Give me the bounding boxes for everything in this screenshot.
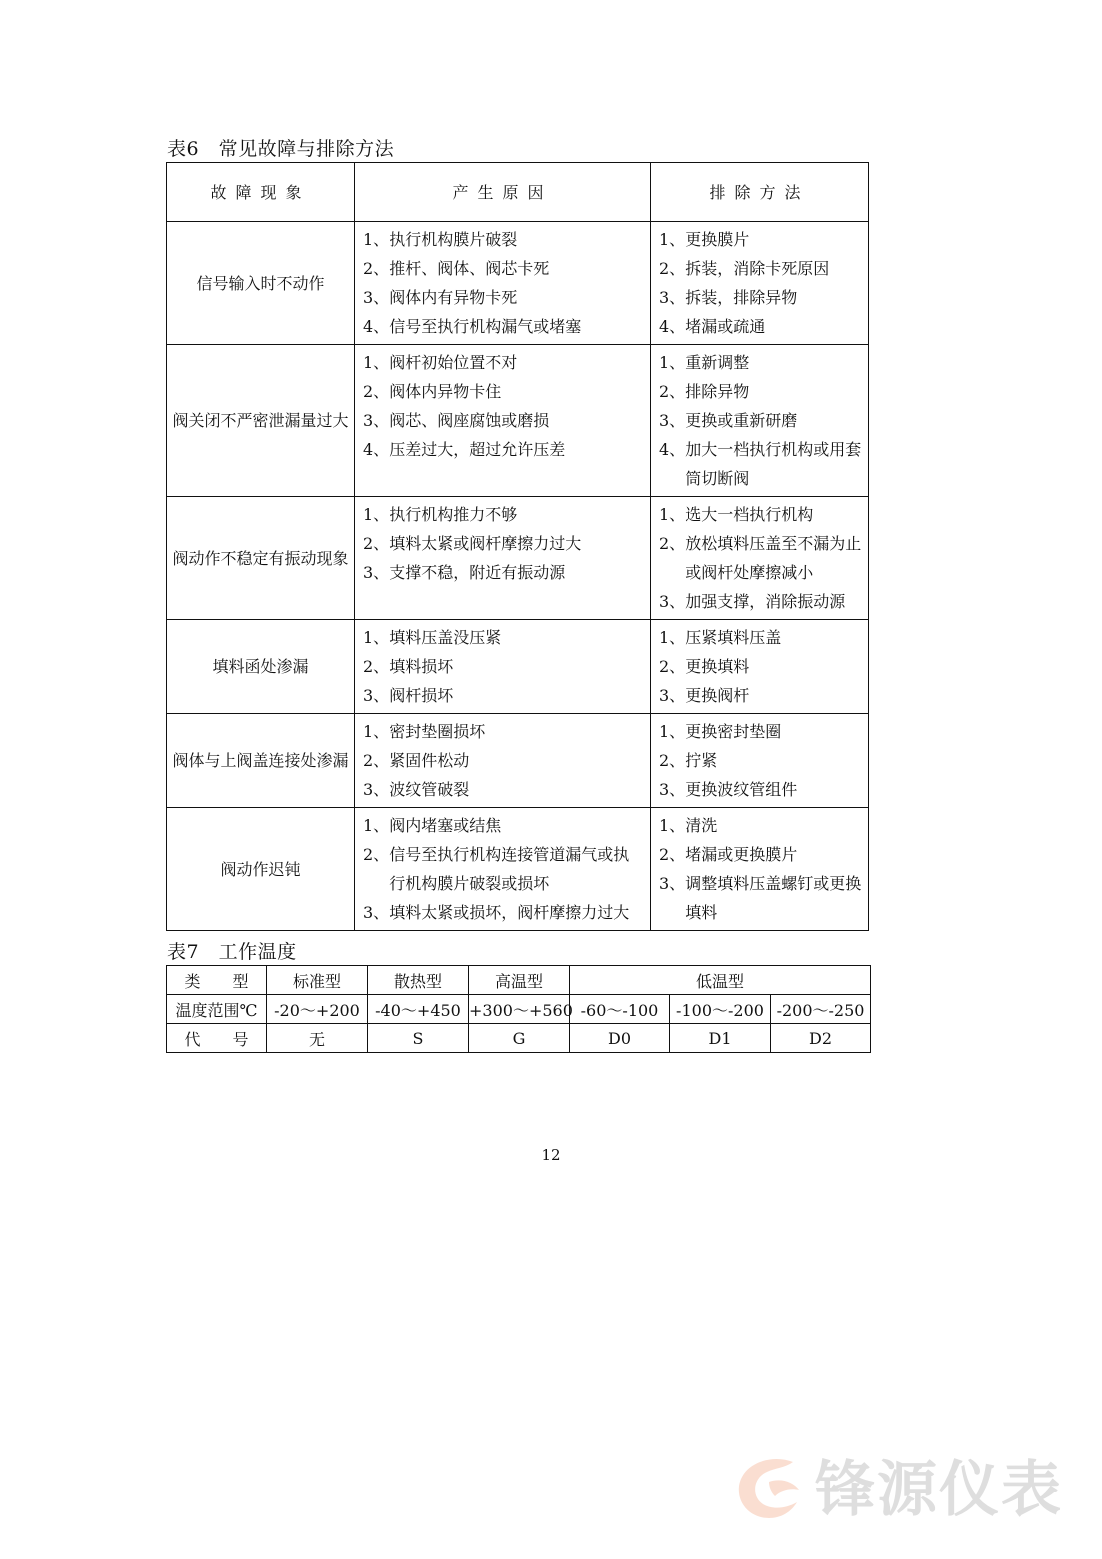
item-number: 3、 — [659, 288, 686, 307]
item-text: 阀体内有异物卡死 — [389, 288, 518, 307]
item-number: 4、 — [659, 440, 686, 459]
remedy-item — [659, 623, 862, 652]
cause-item — [363, 377, 644, 406]
item-number: 3、 — [363, 780, 390, 799]
item-text: 填料太紧或阀杆摩擦力过大 — [389, 534, 582, 553]
item-text: 压紧填料压盖 — [685, 628, 782, 647]
item-text: 填料太紧或损坏，阀杆摩擦力过大 — [389, 903, 630, 922]
item-number: 3、 — [659, 592, 686, 611]
range-value: -60～-100 — [570, 995, 670, 1024]
item-number: 2、 — [363, 259, 390, 278]
item-number: 2、 — [363, 751, 390, 770]
cause-item — [363, 348, 644, 377]
range-value: -40～+450 — [368, 995, 469, 1024]
remedy-item — [659, 717, 862, 746]
code-value: D1 — [670, 1024, 771, 1053]
cause-item — [363, 225, 644, 254]
fault-symptom: 阀动作不稳定有振动现象 — [167, 497, 355, 620]
remedy-item — [659, 869, 862, 927]
table7-caption: 表7 工作温度 — [167, 941, 297, 963]
fault-cause-list — [355, 714, 651, 808]
remedy-item — [659, 225, 862, 254]
item-text: 更换波纹管组件 — [685, 780, 798, 799]
cause-item — [363, 775, 644, 804]
remedy-item — [659, 529, 862, 587]
item-number: 3、 — [659, 780, 686, 799]
item-number: 1、 — [659, 722, 686, 741]
range-value: -100～-200 — [670, 995, 771, 1024]
fault-cause-list — [355, 345, 651, 497]
item-number: 3、 — [363, 411, 390, 430]
item-text: 填料压盖没压紧 — [389, 628, 502, 647]
code-value: 无 — [267, 1024, 368, 1053]
item-number: 1、 — [363, 722, 390, 741]
remedy-item — [659, 312, 862, 341]
fault-remedy-list — [651, 808, 869, 931]
remedy-item — [659, 775, 862, 804]
fault-cause-list — [355, 222, 651, 345]
item-text: 阀杆损坏 — [389, 686, 454, 705]
code-value: G — [469, 1024, 570, 1053]
fault-table-row — [167, 620, 869, 714]
item-number: 1、 — [363, 628, 390, 647]
item-text: 选大一档执行机构 — [685, 505, 814, 524]
item-text: 拆装，排除异物 — [685, 288, 798, 307]
item-number: 2、 — [659, 845, 686, 864]
temperature-code-row — [167, 1024, 871, 1053]
cause-item — [363, 406, 644, 435]
item-text: 紧固件松动 — [389, 751, 470, 770]
remedy-item — [659, 500, 862, 529]
item-number: 2、 — [659, 259, 686, 278]
fault-cause-list — [355, 808, 651, 931]
item-text: 更换或重新研磨 — [685, 411, 798, 430]
item-text: 重新调整 — [685, 353, 750, 372]
cause-item — [363, 312, 644, 341]
fault-remedy-list — [651, 620, 869, 714]
type-heat-dissipation: 散热型 — [368, 966, 469, 995]
item-number: 1、 — [659, 505, 686, 524]
item-text: 填料损坏 — [389, 657, 454, 676]
item-text: 更换填料 — [685, 657, 750, 676]
fault-cause-list — [355, 497, 651, 620]
fault-table-row — [167, 497, 869, 620]
item-text: 执行机构推力不够 — [389, 505, 518, 524]
item-text: 拆装，消除卡死原因 — [685, 259, 830, 278]
header-symptom: 故障现象 — [167, 163, 355, 222]
fault-remedy-list — [651, 714, 869, 808]
item-text: 阀芯、阀座腐蚀或磨损 — [389, 411, 550, 430]
item-text: 更换阀杆 — [685, 686, 750, 705]
fault-table-row — [167, 222, 869, 345]
fault-symptom: 阀关闭不严密泄漏量过大 — [167, 345, 355, 497]
range-label: 温度范围℃ — [167, 995, 267, 1024]
item-text: 堵漏或疏通 — [685, 317, 766, 336]
table6-caption: 表6 常见故障与排除方法 — [167, 138, 395, 160]
item-number: 1、 — [659, 353, 686, 372]
item-number: 2、 — [659, 534, 686, 553]
remedy-item — [659, 406, 862, 435]
type-label: 类 型 — [167, 966, 267, 995]
cause-item — [363, 529, 644, 558]
item-text: 推杆、阀体、阀芯卡死 — [389, 259, 550, 278]
remedy-item — [659, 811, 862, 840]
item-text: 排除异物 — [685, 382, 750, 401]
header-remedy: 排除方法 — [651, 163, 869, 222]
item-number: 2、 — [363, 534, 390, 553]
cause-item — [363, 254, 644, 283]
item-number: 2、 — [659, 657, 686, 676]
item-number: 1、 — [659, 628, 686, 647]
remedy-item — [659, 254, 862, 283]
item-text: 调整填料压盖螺钉或更换填料 — [685, 874, 862, 922]
item-number: 1、 — [363, 353, 390, 372]
remedy-item — [659, 746, 862, 775]
item-text: 密封垫圈损坏 — [389, 722, 486, 741]
item-number: 3、 — [363, 288, 390, 307]
fault-table-header-row — [167, 163, 869, 222]
item-number: 4、 — [363, 440, 390, 459]
item-text: 阀体内异物卡住 — [389, 382, 502, 401]
fault-symptom: 填料函处渗漏 — [167, 620, 355, 714]
item-text: 波纹管破裂 — [389, 780, 470, 799]
item-text: 更换膜片 — [685, 230, 750, 249]
item-text: 加大一档执行机构或用套筒切断阀 — [685, 440, 862, 488]
item-number: 3、 — [659, 686, 686, 705]
type-high-temp: 高温型 — [469, 966, 570, 995]
remedy-item — [659, 348, 862, 377]
cause-item — [363, 898, 644, 927]
range-value: -200～-250 — [771, 995, 871, 1024]
remedy-item — [659, 283, 862, 312]
fault-table-row — [167, 808, 869, 931]
cause-item — [363, 435, 644, 464]
item-number: 2、 — [659, 751, 686, 770]
item-number: 3、 — [363, 686, 390, 705]
fault-remedy-list — [651, 222, 869, 345]
item-number: 1、 — [659, 230, 686, 249]
remedy-item — [659, 377, 862, 406]
cause-item — [363, 681, 644, 710]
item-text: 支撑不稳，附近有振动源 — [389, 563, 566, 582]
item-number: 1、 — [363, 816, 390, 835]
range-value: -20～+200 — [267, 995, 368, 1024]
item-number: 3、 — [363, 903, 390, 922]
fault-remedy-list — [651, 345, 869, 497]
fault-symptom: 阀动作迟钝 — [167, 808, 355, 931]
type-low-temp: 低温型 — [570, 966, 871, 995]
fault-symptom: 阀体与上阀盖连接处渗漏 — [167, 714, 355, 808]
temperature-range-row — [167, 995, 871, 1024]
cause-item — [363, 283, 644, 312]
code-value: D2 — [771, 1024, 871, 1053]
item-text: 信号至执行机构漏气或堵塞 — [389, 317, 582, 336]
item-number: 4、 — [659, 317, 686, 336]
brand-logo-icon — [729, 1452, 807, 1527]
temperature-table — [166, 965, 871, 1053]
cause-item — [363, 500, 644, 529]
fault-remedy-list — [651, 497, 869, 620]
item-text: 堵漏或更换膜片 — [685, 845, 798, 864]
item-number: 3、 — [363, 563, 390, 582]
cause-item — [363, 558, 644, 587]
item-number: 2、 — [659, 382, 686, 401]
item-number: 3、 — [659, 411, 686, 430]
temperature-type-row — [167, 966, 871, 995]
remedy-item — [659, 840, 862, 869]
item-number: 2、 — [363, 845, 390, 864]
item-text: 阀内堵塞或结焦 — [389, 816, 502, 835]
type-standard: 标准型 — [267, 966, 368, 995]
fault-table-row — [167, 345, 869, 497]
cause-item — [363, 840, 644, 898]
item-text: 拧紧 — [685, 751, 718, 770]
fault-table-row — [167, 714, 869, 808]
item-number: 4、 — [363, 317, 390, 336]
remedy-item — [659, 681, 862, 710]
code-value: D0 — [570, 1024, 670, 1053]
item-text: 阀杆初始位置不对 — [389, 353, 518, 372]
item-number: 1、 — [363, 505, 390, 524]
cause-item — [363, 811, 644, 840]
item-number: 2、 — [363, 382, 390, 401]
fault-table — [166, 162, 869, 931]
item-number: 2、 — [363, 657, 390, 676]
cause-item — [363, 623, 644, 652]
item-text: 加强支撑，消除振动源 — [685, 592, 846, 611]
item-text: 压差过大，超过允许压差 — [389, 440, 566, 459]
item-number: 1、 — [363, 230, 390, 249]
remedy-item — [659, 435, 862, 493]
watermark-text: 锋源仪表 — [815, 1455, 1063, 1525]
item-text: 更换密封垫圈 — [685, 722, 782, 741]
page-number: 12 — [541, 1146, 561, 1164]
fault-cause-list — [355, 620, 651, 714]
range-value: +300～+560 — [469, 995, 570, 1024]
code-value: S — [368, 1024, 469, 1053]
cause-item — [363, 652, 644, 681]
cause-item — [363, 746, 644, 775]
item-text: 放松填料压盖至不漏为止或阀杆处摩擦减小 — [685, 534, 862, 582]
remedy-item — [659, 587, 862, 616]
item-number: 1、 — [659, 816, 686, 835]
header-cause: 产生原因 — [355, 163, 651, 222]
item-number: 3、 — [659, 874, 686, 893]
code-label: 代 号 — [167, 1024, 267, 1053]
remedy-item — [659, 652, 862, 681]
item-text: 清洗 — [685, 816, 718, 835]
brand-watermark — [729, 1452, 1079, 1527]
item-text: 信号至执行机构连接管道漏气或执行机构膜片破裂或损坏 — [389, 845, 630, 893]
cause-item — [363, 717, 644, 746]
fault-symptom: 信号输入时不动作 — [167, 222, 355, 345]
item-text: 执行机构膜片破裂 — [389, 230, 518, 249]
